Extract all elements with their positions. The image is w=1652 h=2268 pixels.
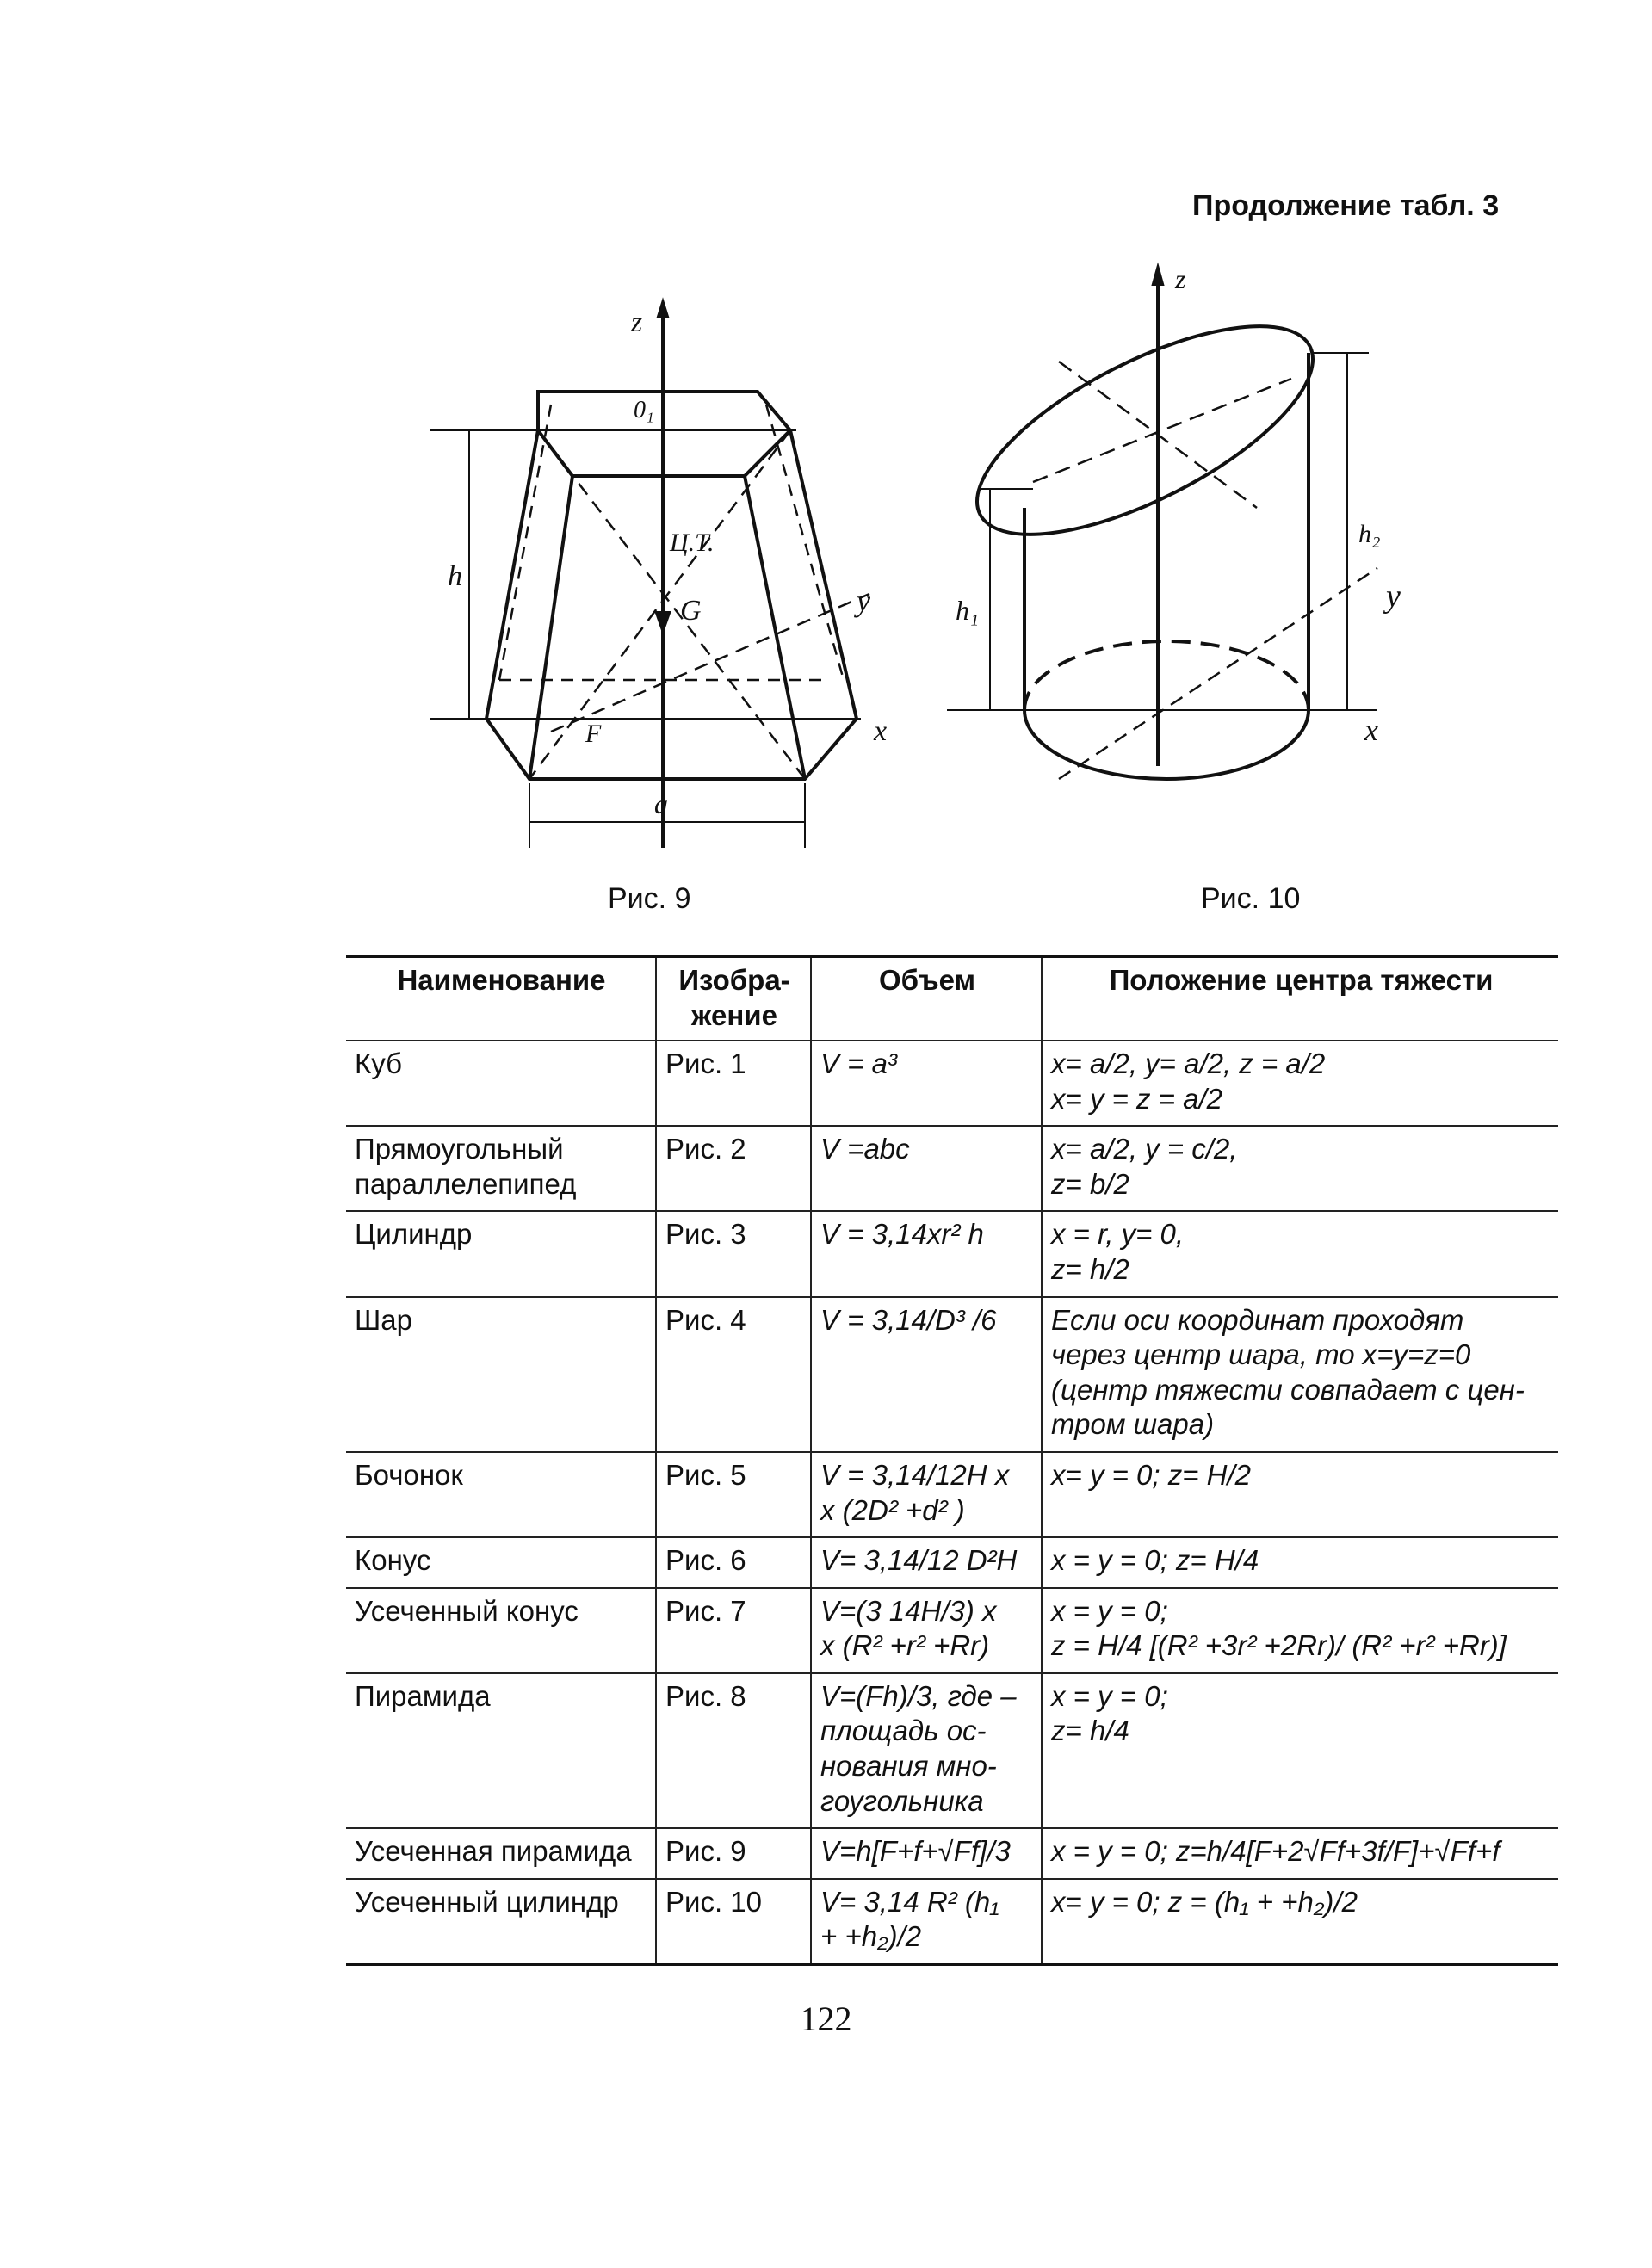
volume-cell-line: V = 3,14/12H x [820,1458,1010,1491]
volume-cell [811,1828,1042,1879]
volume-cell-line: + +h₂)/2 [820,1920,922,1953]
center-cell [1042,1126,1558,1211]
center-cell-line: тром шара) [1051,1408,1215,1441]
image-cell-line: Рис. 4 [665,1303,746,1336]
center-cell-line: x= y = 0; z = (h₁ + +h₂)/2 [1051,1885,1358,1918]
image-cell-line: Рис. 9 [665,1835,746,1868]
image-cell [656,1537,811,1588]
image-cell [656,1297,811,1452]
center-cell-line: Если оси координат проходят [1051,1303,1464,1336]
center-cell-line: z= b/2 [1051,1167,1129,1200]
table-row [346,1452,1558,1537]
page-number: 122 [800,1999,852,2038]
center-cell-line: x = r, y= 0, [1051,1218,1185,1251]
volume-cell-line: V=(3 14H/3) x [820,1594,997,1627]
center-cell [1042,1879,1558,1965]
fig10-x-label: x [1364,713,1378,747]
center-cell-line: x= a/2, y= a/2, z = a/2 [1051,1047,1326,1080]
name-cell-line: Бочонок [355,1458,463,1491]
center-column-header [1042,957,1558,1041]
name-cell [346,1673,656,1828]
volume-cell [811,1297,1042,1452]
fig9-z-label: z [631,306,643,338]
image-cell-line: Рис. 5 [665,1458,746,1491]
center-cell [1042,1673,1558,1828]
image-cell-line: Рис. 3 [665,1218,746,1251]
header-line: Положение центра тяжести [1109,964,1494,996]
center-cell-line: x = y = 0; [1051,1679,1168,1712]
table-row [346,1879,1558,1965]
name-cell [346,1211,656,1296]
center-cell-line: z= h/2 [1051,1253,1129,1286]
fig9-x-label: x [874,715,888,747]
name-cell-line: Конус [355,1544,431,1577]
fig9-y-label: y [857,584,870,618]
center-cell-line: x= y = 0; z= H/2 [1051,1458,1252,1491]
table-row [346,1297,1558,1452]
name-column-header [346,957,656,1041]
table-row [346,1828,1558,1879]
volume-cell [811,1041,1042,1126]
image-column-header [656,957,811,1041]
center-cell [1042,1537,1558,1588]
volume-cell-line: нования мно- [820,1749,997,1782]
volume-cell-line: V =abc [820,1133,910,1165]
header-line: Объем [878,964,975,996]
center-cell [1042,1211,1558,1296]
table-row [346,1211,1558,1296]
image-cell [656,1673,811,1828]
table-row [346,1126,1558,1211]
center-cell [1042,1588,1558,1673]
header-line: жение [691,998,777,1031]
name-cell [346,1879,656,1965]
image-cell [656,1211,811,1296]
name-cell-line: Цилиндр [355,1218,473,1251]
volume-cell-line: V=(Fh)/3, где – [820,1679,1017,1712]
image-cell-line: Рис. 6 [665,1544,746,1577]
image-cell-line: Рис. 2 [665,1133,746,1165]
fig10-z-label: z [1175,263,1186,294]
table-row [346,1537,1558,1588]
volume-column-header [811,957,1042,1041]
name-cell-line: Пирамида [355,1679,491,1712]
fig9-ct-label: Ц.Т. [670,528,715,557]
center-cell [1042,1041,1558,1126]
name-cell [346,1452,656,1537]
volume-cell-line: площадь ос- [820,1715,987,1747]
name-cell-line: Шар [355,1303,412,1336]
image-cell [656,1588,811,1673]
header-line: Наименование [397,964,606,996]
name-cell-line: Усеченный цилиндр [355,1885,619,1918]
name-cell-line: Усеченная пирамида [355,1835,632,1868]
volume-cell [811,1673,1042,1828]
figure-9-caption: Рис. 9 [608,882,691,915]
center-cell-line: z = H/4 [(R² +3r² +2Rr)/ (R² +r² +Rr)] [1051,1629,1507,1662]
image-cell [656,1879,811,1965]
fig9-a-label: a [654,788,668,819]
name-cell [346,1041,656,1126]
volume-cell-line: V= 3,14 R² (h₁ [820,1885,999,1918]
center-cell-line: через центр шара, то x=y=z=0 [1051,1338,1471,1371]
image-cell [656,1041,811,1126]
volume-cell [811,1588,1042,1673]
name-cell [346,1297,656,1452]
center-cell [1042,1452,1558,1537]
center-cell-line: x= y = z = a/2 [1051,1082,1223,1115]
volume-cell-line: гоугольника [820,1784,984,1817]
volume-cell-line: x (2D² +d² ) [820,1493,965,1526]
volume-cell [811,1879,1042,1965]
volume-cell-line: V = 3,14/D³ /6 [820,1303,997,1336]
image-cell [656,1452,811,1537]
center-cell-line: x = y = 0; z= H/4 [1051,1544,1259,1577]
fig9-g-label: G [680,595,702,627]
center-cell-line: (центр тяжести совпадает с цен- [1051,1373,1525,1406]
center-cell-line: x = y = 0; z=h/4[F+2√Ff+3f/F]+√Ff+f [1051,1835,1500,1868]
fig10-y-label: y [1386,578,1401,615]
fig9-h-label: h [448,560,462,592]
image-cell-line: Рис. 8 [665,1679,746,1712]
fig10-h1-label: h₁ [956,595,980,626]
center-cell-line: x= a/2, y = c/2, [1051,1133,1238,1165]
center-cell-line: z= h/4 [1051,1715,1129,1747]
volume-table [346,955,1558,1966]
fig10-h2-label: h₂ [1358,520,1381,548]
image-cell-line: Рис. 10 [665,1885,762,1918]
name-cell-line: Усеченный конус [355,1594,579,1627]
volume-cell [811,1211,1042,1296]
center-cell [1042,1828,1558,1879]
volume-cell-line: V=h[F+f+√Ff]/3 [820,1835,1011,1868]
header-line: Изобра- [678,964,790,996]
volume-cell-line: V= 3,14/12 D²H [820,1544,1018,1577]
volume-cell [811,1452,1042,1537]
fig9-o1-label: 0₁ [634,397,654,423]
volume-cell-line: V = a³ [820,1047,897,1080]
center-cell-line: x = y = 0; [1051,1594,1168,1627]
fig9-f-label: F [585,720,602,748]
center-cell [1042,1297,1558,1452]
image-cell-line: Рис. 7 [665,1594,746,1627]
table-continuation-header: Продолжение табл. 3 [1192,189,1500,222]
volume-cell-line: V = 3,14xr² h [820,1218,984,1251]
image-cell-line: Рис. 1 [665,1047,746,1080]
image-cell [656,1828,811,1879]
figure-10-caption: Рис. 10 [1201,882,1301,915]
volume-cell-line: x (R² +r² +Rr) [820,1629,990,1662]
table-row [346,1041,1558,1126]
image-cell [656,1126,811,1211]
name-cell-line: Куб [355,1047,402,1080]
name-cell [346,1588,656,1673]
name-cell-line: Прямоугольный [355,1133,564,1165]
volume-cell [811,1126,1042,1211]
volume-cell [811,1537,1042,1588]
table-header-row [346,957,1558,1041]
name-cell [346,1126,656,1211]
name-cell [346,1828,656,1879]
table-row [346,1588,1558,1673]
name-cell-line: параллелепипед [355,1167,577,1200]
name-cell [346,1537,656,1588]
table-row [346,1673,1558,1828]
